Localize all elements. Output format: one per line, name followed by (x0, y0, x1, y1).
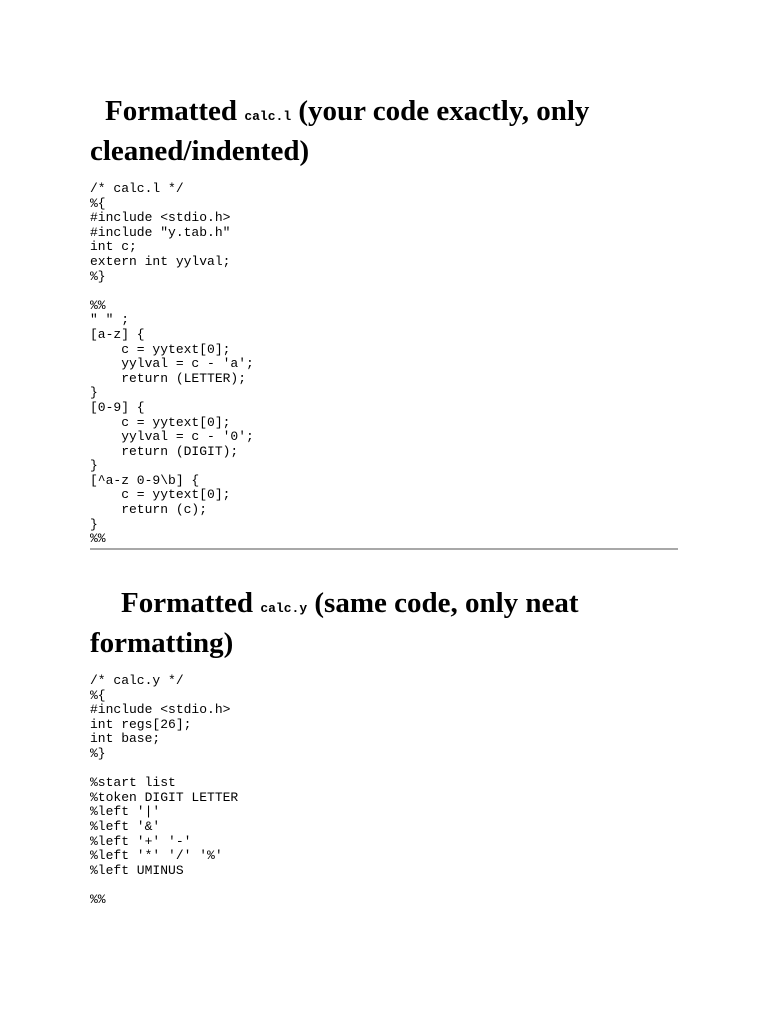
section-heading-calc-l (90, 94, 678, 169)
heading-text-before: Formatted (121, 587, 261, 619)
code-block-calc-l: /* calc.l */ %{ #include <stdio.h> #include "y.tab.h" int c; extern int yylval; %} %% " " ; [a-z] { c = yytext[0]; yylval = c - 'a'; return (LETTER); } [0-9] { c = yytext[0]; yylval = c - '0'; return (DIGIT); } [^a-z 0-9\b] { c = yytext[0]; return (c); } %% (90, 181, 254, 547)
heading-filename: calc.y (260, 601, 308, 616)
section-heading-calc-y (90, 586, 678, 661)
section-divider (90, 548, 678, 550)
heading-text-before: Formatted (105, 95, 245, 127)
code-block-calc-y: /* calc.y */ %{ #include <stdio.h> int regs[26]; int base; %} %start list %token DIGIT LETTER %left '|' %left '&' %left '+' '-' %left '*' '/' '%' %left UMINUS %% (90, 673, 239, 907)
heading-text-after: (your code exactly, only cleaned/indented) (90, 95, 590, 167)
heading-text-after: (same code, only neat formatting) (90, 587, 579, 659)
heading-filename: calc.l (244, 109, 292, 124)
